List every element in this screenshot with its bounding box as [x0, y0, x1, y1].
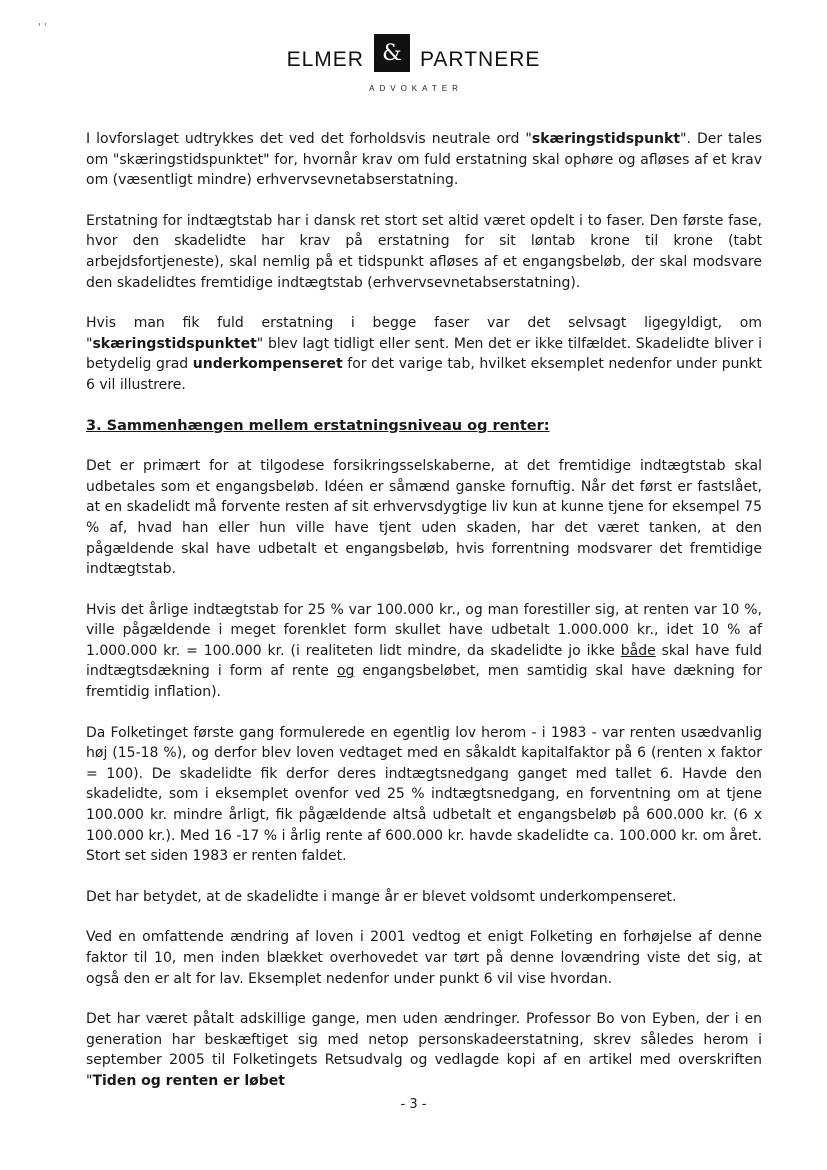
ampersand-logo-icon: & [374, 34, 410, 72]
paragraph-4: Det er primært for at tilgodese forsikringsselskaberne, at det fremtidige indtægtstab skal udbetales som et engangsbeløb. Idéen er såmænd ganske fornuftig. Når det først er fastslået, at en skadelidt må forvente resten af sit erhvervsdygtige liv kun at kunne tjene for eksempel 75 % af, hvad han eller hun ville have tjent uden skaden, har det været tanken, at den pågældende skal have udbetalt et engangsbeløb, hvis forrentning modsvarer det fremtidige indtægtstab. [86, 458, 762, 578]
section-heading: 3. Sammenhængen mellem erstatningsniveau og renter: [86, 417, 550, 434]
text-run: I lovforslaget udtrykkes det ved det forholdsvis neutrale ord " [86, 131, 532, 147]
paragraph-2: Erstatning for indtægtstab har i dansk ret stort set altid været opdelt i to faser. Den første fase, hvor den skadelidte har krav på erstatning for sit løntab krone til krone (tabt arbejdsfortjeneste), skal nemlig på et tidspunkt afløses af et engangsbeløb, der skal modsvare den skadelidtes fremtidige indtægtstab (erhvervsevnetabserstatning). [86, 212, 762, 291]
corner-marks: ' ' [38, 22, 47, 33]
logo-left-word: ELMER [286, 47, 364, 71]
text-run: Hvis man fik fuld erstatning i begge faser var det selvsagt ligegyldigt, om " [86, 315, 762, 352]
paragraph-6: Da Folketinget første gang formulerede en egentlig lov herom - i 1983 - var renten usædvanlig høj (15-18 %), og derfor blev loven vedtaget med en såkaldt kapitalfaktor på 6 (renten x faktor = 100). De skadelidte fik derfor deres indtægtsnedgang ganget med tallet 6. Havde den skadelidte, som i eksemplet ovenfor ved 25 % indtægtsnedgang, en forventning om at tjene 100.000 kr. mindre årligt, fik pågældende altså udbetalt et engangsbeløb på 600.000 kr. (6 x 100.000 kr.). Med 16 -17 % i årlig rente af 600.000 kr. havde skadelidte ca. 100.000 kr. om året. Stort set siden 1983 er renten faldet. [86, 724, 762, 865]
text-run: Hvis det årlige indtægtstab for 25 % var 100.000 kr., og man forestiller sig, at renten var 10 %, ville pågældende i meget forenklet form skullet have udbetalt 1.000.000 kr., idet 10 % af 1.000.000 kr. = 100.000 kr. (i realiteten lidt mindre, da skadelidte jo ikke [86, 601, 762, 659]
underlined-word: og [336, 663, 355, 680]
paragraph-8: Ved en omfattende ændring af loven i 2001 vedtog et enigt Folketing en forhøjelse af denne faktor til 10, men inden blækket overhovedet var tørt på denne lovændring viste det sig, at også den er alt for lav. Eksemplet nedenfor under punkt 6 vil vise hvordan. [86, 929, 762, 987]
text-run: Det har været påtalt adskillige gange, men uden ændringer. Professor Bo von Eyben, der i en generation har beskæftiget sig med netop personskadeerstatning, skrev således herom i september 2005 til Folketingets Retsudvalg og vedlagde kopi af en artikel med overskriften " [86, 1011, 762, 1089]
bold-term: Tiden og renten er løbet [92, 1072, 285, 1089]
logo-subtitle: ADVOKATER [369, 84, 463, 93]
paragraph-9 [86, 1009, 762, 1091]
page-number: - 3 - [400, 1097, 427, 1112]
text-run: engangsbeløbet, men samtidig skal have dækning for fremtidig inflation). [86, 663, 762, 701]
bold-term: skæringstidspunktet [92, 335, 257, 352]
paragraph-5 [86, 600, 762, 703]
bold-term: skæringstidspunkt [531, 131, 681, 147]
letterhead [0, 40, 827, 93]
underlined-word: både [620, 642, 656, 659]
document-body [86, 129, 762, 1112]
text-run: for det varige tab, hvilket eksemplet nedenfor under punkt 6 vil illustrere. [86, 356, 762, 393]
text-run: ". Der tales om "skæringstidspunktet" for, hvornår krav om fuld erstatning skal ophøre og afløses af et krav om (væsentligt mindre) erhvervsevnetabserstatning. [86, 131, 762, 189]
paragraph-7: Det har betydet, at de skadelidte i mange år er blevet voldsomt underkompenseret. [86, 888, 677, 905]
bold-term: underkompenseret [192, 356, 343, 373]
firm-logo [0, 40, 827, 78]
paragraph-1 [86, 129, 762, 191]
text-run: skal have fuld indtægtsdækning i form af rente [86, 642, 763, 680]
logo-right-word: PARTNERE [419, 47, 541, 71]
text-run: " blev lagt tidligt eller sent. Men det er ikke tilfældet. Skadelidte bliver i betydelig grad [86, 335, 762, 373]
paragraph-3 [86, 313, 762, 395]
